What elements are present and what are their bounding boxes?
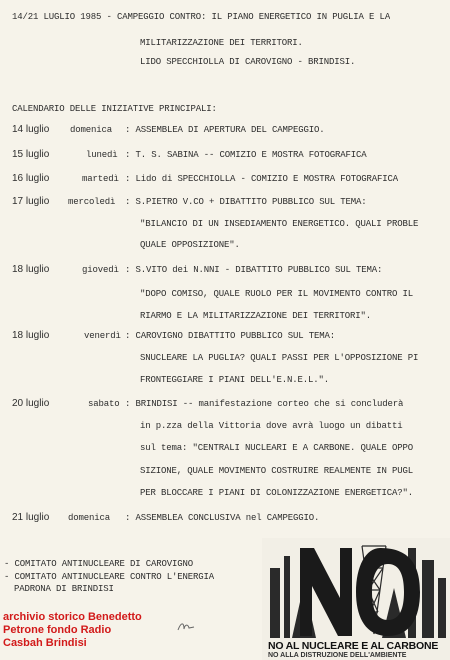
header-line-3: LIDO SPECCHIOLLA DI CAROVIGNO - BRINDISI. bbox=[140, 57, 356, 67]
entry-line: RIARMO E LA MILITARIZZAZIONE DEI TERRITORI". bbox=[140, 311, 372, 321]
signatory: - COMITATO ANTINUCLEARE DI CAROVIGNO bbox=[4, 559, 194, 569]
entry-line: : S.PIETRO V.CO + DIBATTITO PUBBLICO SUL TEMA: bbox=[125, 197, 367, 207]
entry-day: sabato bbox=[88, 399, 120, 409]
entry-date: 18 luglio bbox=[12, 264, 50, 275]
poster-slogan: NO AL NUCLEARE E AL CARBONE bbox=[268, 640, 439, 652]
entry-line: : T. S. SABINA -- COMIZIO E MOSTRA FOTOGRAFICA bbox=[125, 150, 367, 160]
header-line-1: 14/21 LUGLIO 1985 - CAMPEGGIO CONTRO: IL PIANO ENERGETICO IN PUGLIA E LA bbox=[12, 12, 391, 22]
calendar-title: CALENDARIO DELLE INIZIATIVE PRINCIPALI: bbox=[12, 104, 217, 114]
entry-date: 21 luglio bbox=[12, 512, 50, 523]
entry-line: : ASSEMBLEA CONCLUSIVA nel CAMPEGGIO. bbox=[125, 513, 320, 523]
entry-line: : S.VITO dei N.NNI - DIBATTITO PUBBLICO SUL TEMA: bbox=[125, 265, 383, 275]
signatory: PADRONA DI BRINDISI bbox=[14, 584, 114, 594]
entry-line: in p.zza della Vittoria dove avrà luogo un dibatti bbox=[140, 421, 403, 431]
entry-date: 17 luglio bbox=[12, 196, 50, 207]
entry-line: SNUCLEARE LA PUGLIA? QUALI PASSI PER L'OPPOSIZIONE PI bbox=[140, 353, 419, 363]
poster-slogan-2: NO ALLA DISTRUZIONE DELL'AMBIENTE bbox=[268, 652, 407, 659]
entry-day: lunedì bbox=[86, 150, 118, 160]
entry-line: "BILANCIO DI UN INSEDIAMENTO ENERGETICO. QUALI PROBLE bbox=[140, 219, 419, 229]
entry-line: "DOPO COMISO, QUALE RUOLO PER IL MOVIMENTO CONTRO IL bbox=[140, 289, 414, 299]
entry-day: venerdì bbox=[84, 331, 121, 341]
entry-line: : BRINDISI -- manifestazione corteo che si concluderà bbox=[125, 399, 404, 409]
entry-day: domenica bbox=[68, 513, 111, 523]
entry-line: : CAROVIGNO DIBATTITO PUBBLICO SUL TEMA: bbox=[125, 331, 336, 341]
entry-day: martedì bbox=[82, 174, 119, 184]
entry-line: sul tema: "CENTRALI NUCLEARI E A CARBONE. QUALE OPPO bbox=[140, 443, 414, 453]
entry-line: : Lido di SPECCHIOLLA - COMIZIO E MOSTRA FOTOGRAFICA bbox=[125, 174, 399, 184]
entry-line: PER BLOCCARE I PIANI DI COLONIZZAZIONE ENERGETICA?". bbox=[140, 488, 414, 498]
signatory: - COMITATO ANTINUCLEARE CONTRO L'ENERGIA bbox=[4, 572, 215, 582]
entry-day: domenica bbox=[70, 125, 113, 135]
entry-day: mercoledì bbox=[68, 197, 116, 207]
entry-date: 16 luglio bbox=[12, 173, 50, 184]
entry-line: : ASSEMBLEA DI APERTURA DEL CAMPEGGIO. bbox=[125, 125, 325, 135]
archive-stamp-line: Petrone fondo Radio bbox=[3, 624, 112, 636]
archive-stamp-line: Casbah Brindisi bbox=[3, 637, 87, 649]
entry-date: 20 luglio bbox=[12, 398, 50, 409]
entry-line: FRONTEGGIARE I PIANI DELL'E.N.E.L.". bbox=[140, 375, 330, 385]
entry-date: 18 luglio bbox=[12, 330, 50, 341]
archive-stamp bbox=[3, 611, 142, 650]
entry-line: SIZIONE, QUALE MOVIMENTO COSTRUIRE REALMENTE IN PUGL bbox=[140, 466, 414, 476]
header-line-2: MILITARIZZAZIONE DEI TERRITORI. bbox=[140, 38, 303, 48]
entry-line: QUALE OPPOSIZIONE". bbox=[140, 240, 240, 250]
handwritten-mark bbox=[176, 620, 196, 634]
entry-date: 14 luglio bbox=[12, 124, 50, 135]
entry-date: 15 luglio bbox=[12, 149, 50, 160]
entry-day: giovedì bbox=[82, 265, 119, 275]
archive-stamp-line: archivio storico Benedetto bbox=[3, 611, 142, 623]
